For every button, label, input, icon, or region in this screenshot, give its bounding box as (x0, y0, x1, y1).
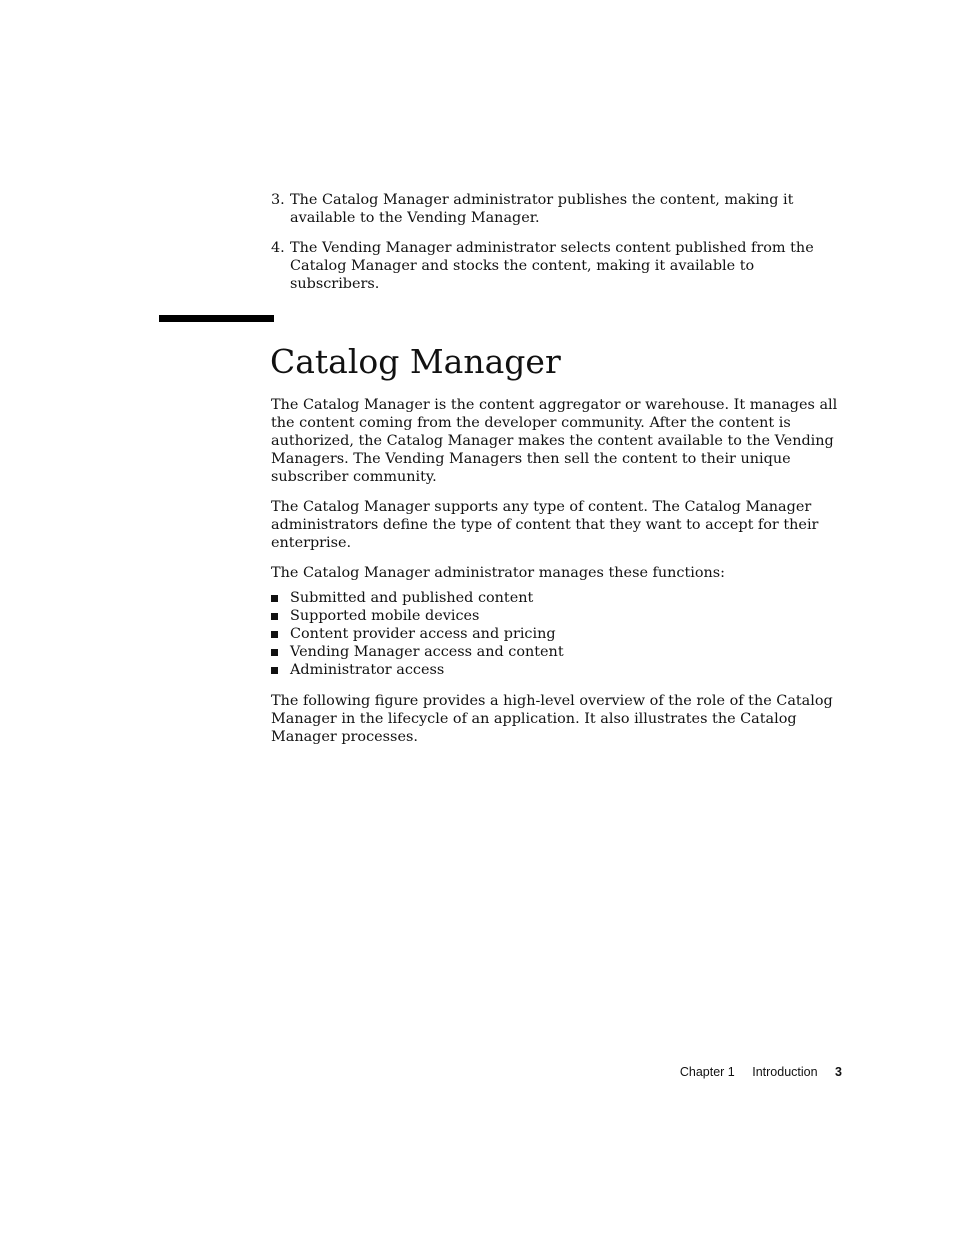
step-text: The Vending Manager administrator selects content published from the Catalog Manager and stocks the content, making it available to subscribers. (290, 240, 814, 292)
list-item-text: Content provider access and pricing (290, 626, 556, 642)
section-heading: Catalog Manager (270, 342, 561, 381)
footer-chapter: Chapter 1 (679, 1065, 735, 1079)
list-item (271, 607, 843, 625)
bullet-square-icon (271, 667, 278, 674)
page-number: 3 (835, 1065, 842, 1079)
step-number: 3. (271, 192, 285, 208)
section-rule (159, 315, 274, 322)
list-item-text: Administrator access (290, 662, 445, 678)
list-item (271, 625, 843, 643)
bullet-square-icon (271, 631, 278, 638)
paragraph: The Catalog Manager administrator manages these functions: (271, 565, 726, 581)
section-body (271, 396, 843, 758)
closing-paragraph: The following figure provides a high-level overview of the role of the Catalog Manager in the lifecycle of an application. It also illustrates the Catalog Manager processes. (271, 693, 833, 745)
paragraph: The Catalog Manager is the content aggregator or warehouse. It manages all the content coming from the developer community. After the content is authorized, the Catalog Manager makes the content available to the Vending Managers. The Vending Managers then sell the content to their unique subscriber community. (271, 397, 838, 485)
step-number: 4. (271, 240, 285, 256)
numbered-steps-block (271, 191, 843, 305)
paragraph: The Catalog Manager supports any type of content. The Catalog Manager administrators define the type of content that they want to accept for their enterprise. (271, 499, 819, 551)
page-footer (680, 1064, 842, 1080)
list-item-text: Supported mobile devices (290, 608, 480, 624)
step-text: The Catalog Manager administrator publishes the content, making it available to the Vending Manager. (290, 192, 794, 226)
step-item (271, 239, 843, 293)
bullet-square-icon (271, 613, 278, 620)
footer-section: Introduction (752, 1065, 818, 1079)
list-item (271, 643, 843, 661)
list-item-text: Vending Manager access and content (290, 644, 564, 660)
list-item (271, 589, 843, 607)
numbered-steps-list (271, 191, 843, 293)
functions-list (271, 589, 843, 679)
step-item (271, 191, 843, 227)
bullet-square-icon (271, 649, 278, 656)
list-item (271, 661, 843, 679)
list-item-text: Submitted and published content (290, 590, 534, 606)
bullet-square-icon (271, 595, 278, 602)
